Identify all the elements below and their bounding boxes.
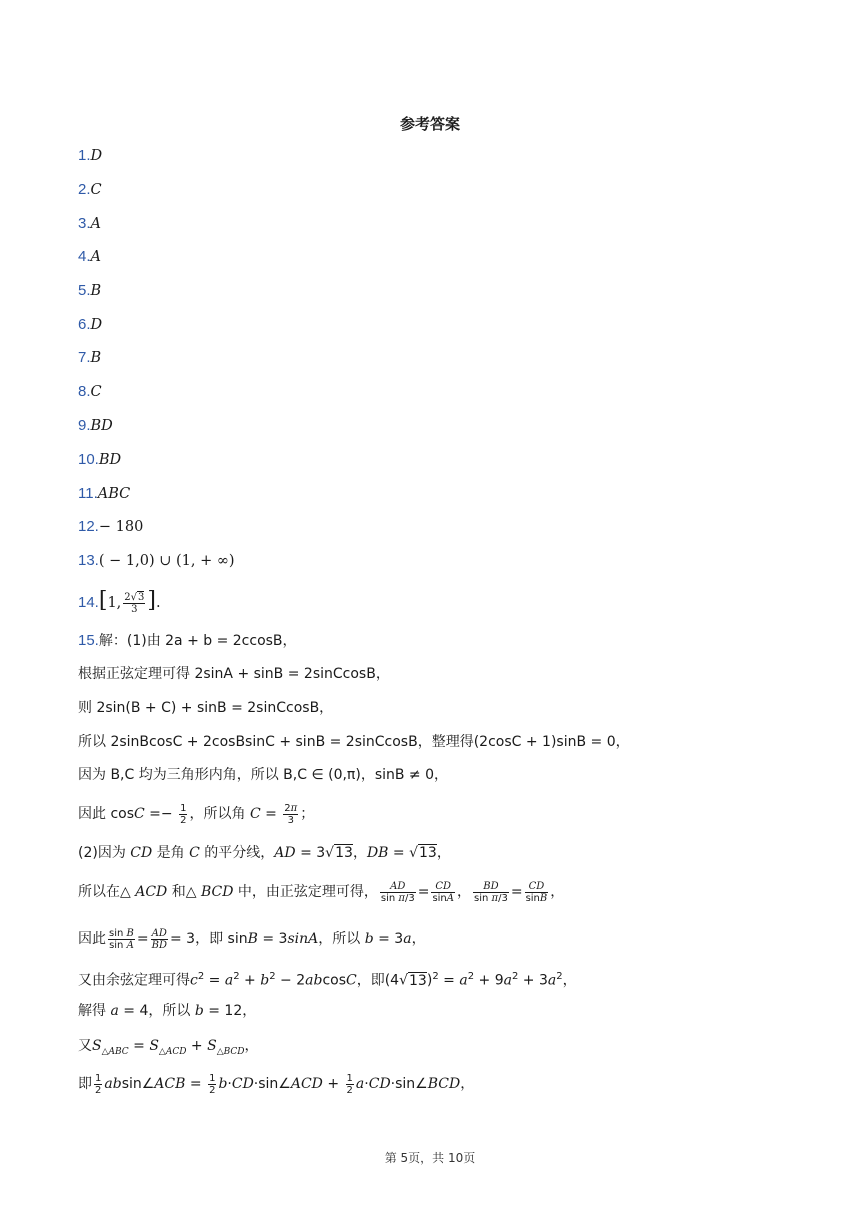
solution-line-1: 15.解：(1)由 2a + b = 2ccosB，: [78, 632, 297, 649]
answer-line-13: 13.( − 1,0) ∪ (1, + ∞): [78, 552, 235, 569]
solution-line-11: 解得 a = 4，所以 b = 12，: [78, 1003, 257, 1019]
answer-line-4: 4.A: [78, 248, 101, 265]
answer-line-1: 1.D: [78, 147, 103, 164]
answer-line-6: 6.D: [78, 316, 103, 333]
solution-line-10: 又由余弦定理可得$c^2 = a^2 + b^2 - 2abcosC$，即$(4√13)^2 = a^2 + 9a^2 + 3a^2$，: [78, 971, 577, 989]
solution-line-5: 因为 B,C 均为三角形内角，所以 B,C ∈ (0,π)，sinB ≠ 0，: [78, 767, 449, 783]
solution-line-9: 因此 $\frac{\text{sin B}}{\text{sin A}}$ = $\frac{AD}{BD}$ = 3，即 sinB = 3sinA，所以 b = 3a，: [78, 927, 426, 951]
solution-line-6: 因此 cosC =− $\frac{1}{2}$ ，所以角 C = $\frac{2\pi}{3}$ ；: [78, 802, 315, 826]
page-title: 参考答案: [399, 115, 460, 133]
answer-line-3: 3.A: [78, 215, 101, 232]
answer-line-7: 7.B: [78, 349, 102, 366]
solution-line-8: 所以在△ ACD 和△ BCD 中，由正弦定理可得， $\frac{AD}{\text{sin π/3}}$ = $\frac{CD}{\sin A}$ ， $\frac{BD}{\text{sin π/3}}$ = $\frac{CD}{\sin B}$ ，: [78, 880, 565, 904]
answer-line-12: 12.− 180: [78, 518, 144, 535]
answer-line-5: 5.B: [78, 282, 102, 299]
answer-line-8: 8.C: [78, 383, 102, 400]
solution-line-12: 又$S_{\triangle ABC} = S_{\triangle ACD} + S_{\triangle BCD}$，: [78, 1038, 259, 1057]
solution-line-13: 即 $\frac{1}{2}$ absin∠ACB = $\frac{1}{2}$ b·CD·sin∠ACD + $\frac{1}{2}$ a·CD·sin∠BCD，: [78, 1072, 475, 1096]
solution-line-3: 则 2sin(B + C) + sinB = 2sinCcosB，: [78, 700, 334, 716]
answer-line-11: 11.ABC: [78, 485, 131, 502]
answer-line-14: 14.[1, $\frac{2√3}{3}$ ].: [78, 588, 161, 615]
solution-line-4: 所以 2sinBcosC + 2cosBsinC + sinB = 2sinCcosB，整理得(2cosC + 1)sinB = 0，: [78, 734, 630, 750]
answer-line-10: 10.BD: [78, 451, 122, 468]
answer-line-2: 2.C: [78, 181, 102, 198]
solution-line-2: 根据正弦定理可得 2sinA + sinB = 2sinCcosB，: [78, 666, 390, 682]
page-footer: 第 5页，共 10页: [384, 1151, 476, 1165]
answer-line-9: 9.BD: [78, 417, 113, 434]
solution-line-7: (2)因为 CD 是角 C 的平分线，AD = 3√13，DB = √13，: [78, 845, 451, 861]
